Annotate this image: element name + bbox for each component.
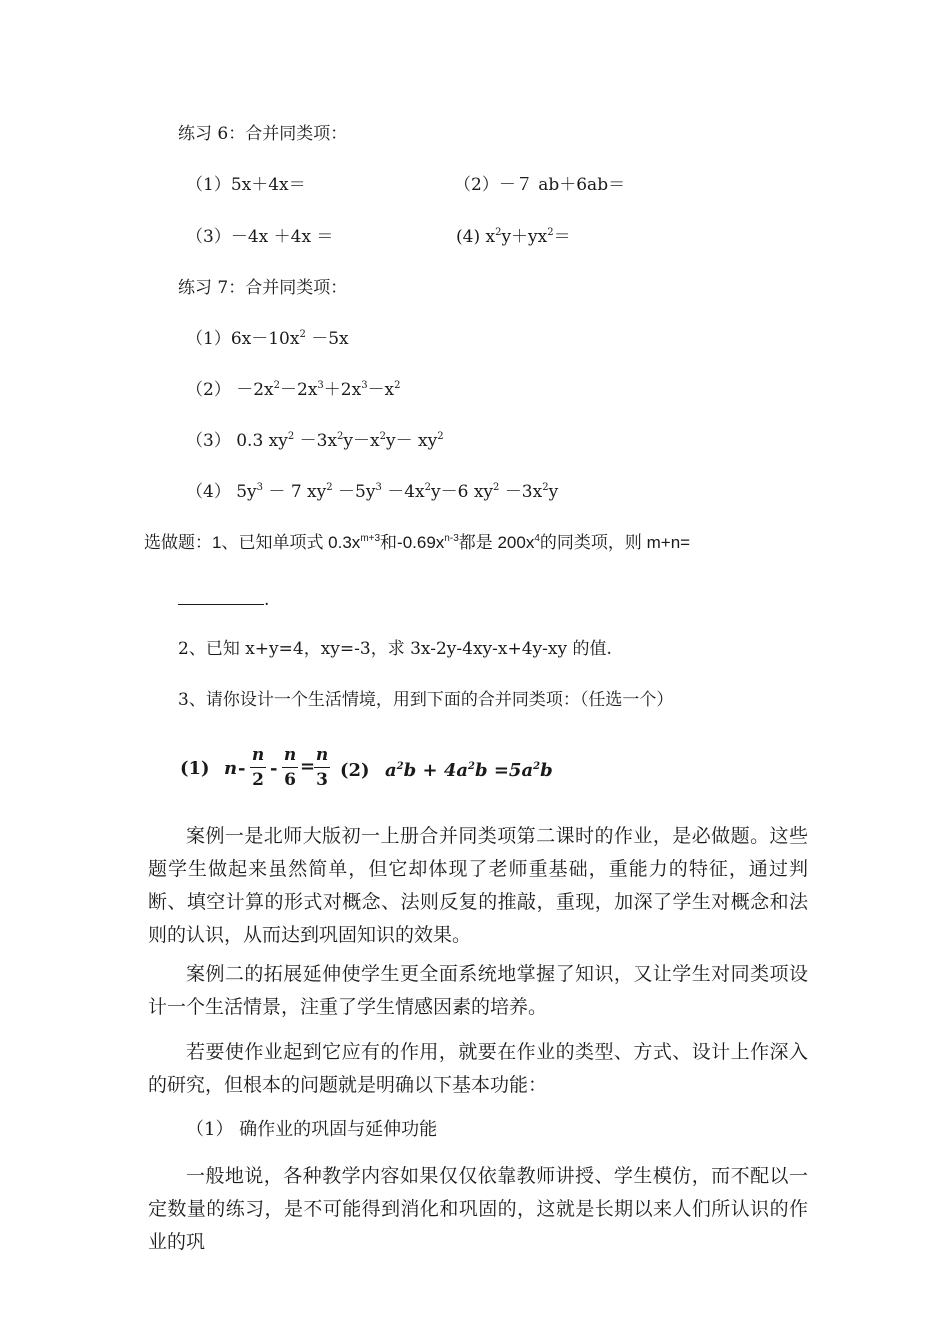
q4-mid: y＋yx (501, 227, 548, 247)
f2-part: a (385, 760, 397, 781)
optional-q1-part: 和-0.69x (380, 533, 445, 552)
optional-q2: 2、已知 x+y=4，xy=-3，求 3x-2y-4xy-x+4y-xy 的值. (178, 639, 612, 659)
fraction-n-over-2 (250, 744, 266, 791)
q4-prefix: (4) x (456, 227, 496, 247)
formula-2: $a^2b + 4a^2b =5a^2b$ (385, 760, 553, 781)
denominator: 3 (316, 770, 328, 790)
q4-suffix: ＝ (553, 227, 571, 247)
q4-part: －3x (504, 482, 543, 502)
q4-part: y (548, 482, 559, 502)
optional-q1 (144, 531, 690, 555)
exercise6-q2: （2）－７ ab＋6ab＝ (454, 175, 626, 195)
q3-part: －3x (299, 431, 338, 451)
optional-q3: 3、请你设计一个生活情境，用到下面的合并同类项：（任选一个） (178, 690, 674, 710)
formula-n: n (224, 758, 238, 779)
q4-part: y－6 xy (431, 482, 494, 502)
exercise7-title: 练习 7：合并同类项： (178, 278, 348, 298)
answer-blank-line (178, 588, 269, 612)
exponent: 4 (534, 533, 540, 544)
blank-period: . (264, 590, 270, 610)
section-heading-1: （1） 确作业的巩固与延伸功能 (186, 1119, 438, 1140)
exercise6-q1: （1）5x＋4x＝ (186, 175, 306, 195)
exercise6-q3: （3）－4x ＋4x ＝ (186, 227, 334, 247)
paragraph-general: 一般地说，各种教学内容如果仅仅依靠教师讲授、学生模仿，而不配以一定数量的练习，是不可能得到消化和巩固的，这就是长期以来人们所认识的作业的巩 (148, 1165, 808, 1253)
optional-q1-part: 选做题：1、已知单项式 0.3x (144, 533, 361, 552)
optional-q1-part: 的同类项，则 m+n= (539, 533, 691, 552)
q4-part: － 7 xy (268, 482, 327, 502)
exercise7-q2: $(2) -2x^2-2x^3+2x^3-x^2$ (186, 380, 401, 400)
paragraph-case-two: 案例二的拓展延伸使学生更全面系统地掌握了知识，又让学生对同类项设计一个生活情景，注重了学生情感因素的培养。 (148, 963, 808, 1018)
numerator: n (251, 745, 265, 765)
exercise7-q1: $(1)6x-10x^2 -5x$ (186, 329, 349, 349)
fraction-n-over-6 (282, 744, 298, 791)
fraction-n-over-3 (314, 744, 330, 791)
exponent: m+3 (360, 533, 381, 544)
exercise7-q4: （4） $5y^3 - 7$ $xy^2 -5y^3 -4x^2y-6$ $xy^2 -3x^2y$ (186, 482, 559, 502)
formula-minus: - (270, 758, 278, 779)
denominator: 2 (252, 770, 264, 790)
paragraph-case-one: 案例一是北师大版初一上册合并同类项第二课时的作业，是必做题。这些题学生做起来虽然简单，但它却体现了老师重基础，重能力的特征，通过判断、填空计算的形式对概念、法则反复的推敲，重现，加深了学生对概念和法则的认识，从而达到巩固知识的效果。 (148, 825, 808, 946)
q4-part: －5y (338, 482, 376, 502)
q2-part: －2x (280, 380, 318, 400)
formula-label-1: (1) (180, 758, 210, 779)
q3-part: y－x (343, 431, 380, 451)
f2-part: b (540, 760, 553, 781)
exercise7-q3: （3） 0.3 $xy^2 -3x^2y-x^2y- xy^2$ (186, 431, 444, 451)
f2-part: b =5a (475, 760, 534, 781)
optional-q1-part: 都是 200x (458, 533, 535, 552)
numerator: n (283, 745, 297, 765)
paragraph-function-intro: 若要使作业起到它应有的作用，就要在作业的类型、方式、设计上作深入的研究，但根本的问题就是明确以下基本功能： (148, 1041, 808, 1096)
formula-equals: = (300, 756, 316, 777)
q2-part: －x (367, 380, 395, 400)
q4-part: －4x (387, 482, 425, 502)
numerator: n (315, 745, 329, 765)
q4-part: （4） 5y (186, 482, 257, 502)
exercise6-title: 练习 6：合并同类项： (178, 124, 348, 144)
q3-part: y－ xy (386, 431, 438, 451)
formula-minus: - (238, 758, 246, 779)
answer-blank[interactable] (178, 590, 264, 605)
q1-part: （1）6x－10x (186, 329, 300, 349)
q2-part: （2） －2x (186, 380, 274, 400)
f2-part: b + 4a (403, 760, 469, 781)
formula-label-2: (2) (340, 760, 370, 781)
q2-part: ＋2x (323, 380, 362, 400)
exercise6-q4: (4) $x^2y+yx^2=$ (456, 227, 571, 247)
q1-part: －5x (311, 329, 349, 349)
q3-part: （3） 0.3 xy (186, 431, 288, 451)
denominator: 6 (284, 770, 296, 790)
exponent: n-3 (444, 533, 459, 544)
